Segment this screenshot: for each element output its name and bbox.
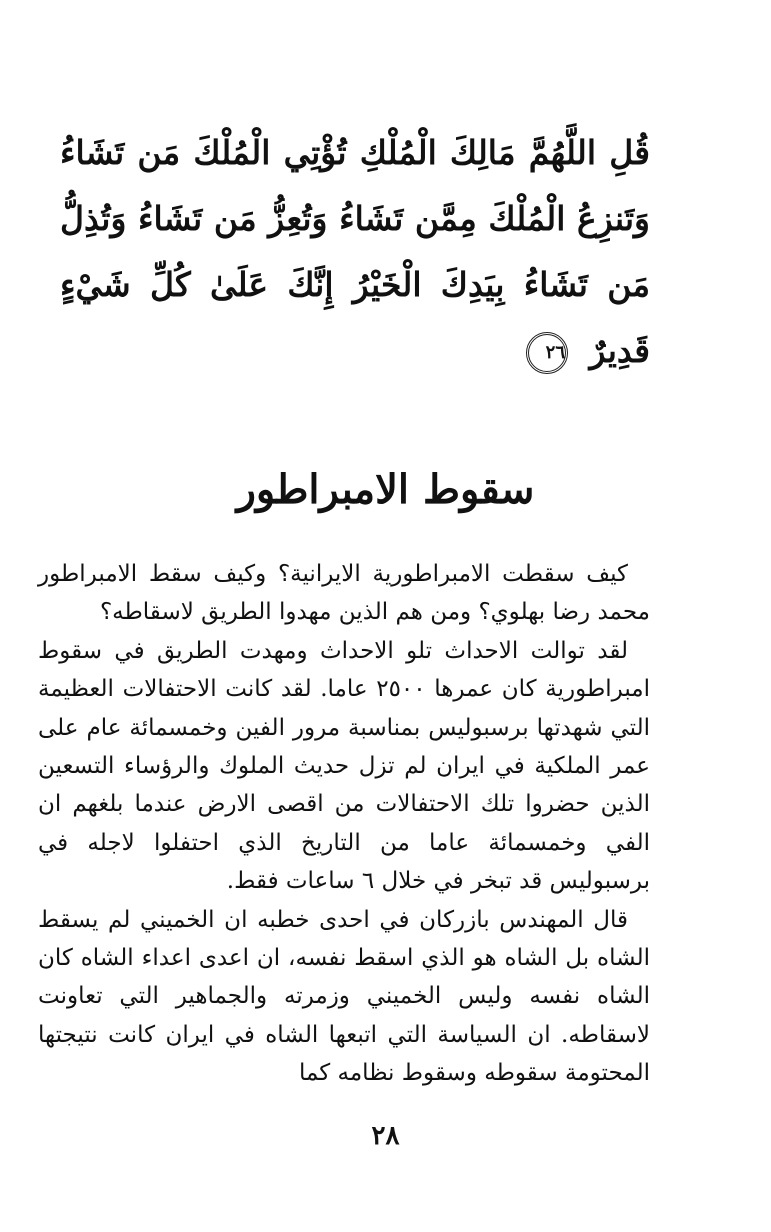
- paragraph-2: لقد توالت الاحداث تلو الاحداث ومهدت الطريق في سقوط امبراطورية كان عمرها ٢٥٠٠ عاما. لقد كانت الاحتفالات العظيمة التي شهدتها برسبوليس بمناسبة مرور الفين وخمسمائة عام على عمر الملكية في ايران لم تزل حديث الملوك والرؤساء التسعين الذين حضروا تلك الاحتفالات من اقصى الارض عندما بلغهم ان الفي وخمسمائة عاما من التاريخ الذي احتفلوا لاجله في برسبوليس قد تبخر في خلال ٦ ساعات فقط.: [38, 637, 650, 895]
- verse-number-marker: [526, 332, 568, 374]
- verse-text: قُلِ اللَّهُمَّ مَالِكَ الْمُلْكِ تُؤْتِي الْمُلْكَ مَن تَشَاءُ وَتَنزِعُ الْمُلْكَ مِمَّن تَشَاءُ وَتُعِزُّ مَن تَشَاءُ وَتُذِلُّ مَن تَشَاءُ بِيَدِكَ الْخَيْرُ إِنَّكَ عَلَىٰ كُلِّ شَيْءٍ قَدِيرٌ: [60, 133, 650, 370]
- chapter-title: سقوط الامبراطور: [236, 466, 535, 513]
- paragraph-3: قال المهندس بازركان في احدى خطبه ان الخميني لم يسقط الشاه بل الشاه هو الذي اسقط نفسه، ان اعدى اعداء الشاه كان الشاه نفسه وليس الخميني وزمرته والجماهير التي تعاونت لاسقاطه. ان السياسة التي اتبعها الشاه في ايران كانت نتيجتها المحتومة سقوطه وسقوط نظامه كما: [38, 906, 650, 1087]
- verse-number: ٢٦: [545, 342, 565, 363]
- quran-verse: [60, 120, 650, 384]
- body-text: [38, 555, 650, 1093]
- paragraph-1: كيف سقطت الامبراطورية الايرانية؟ وكيف سقط الامبراطور محمد رضا بهلوي؟ ومن هم الذين مهدوا الطريق لاسقاطه؟: [38, 561, 650, 626]
- page-number: ٢٨: [371, 1121, 400, 1151]
